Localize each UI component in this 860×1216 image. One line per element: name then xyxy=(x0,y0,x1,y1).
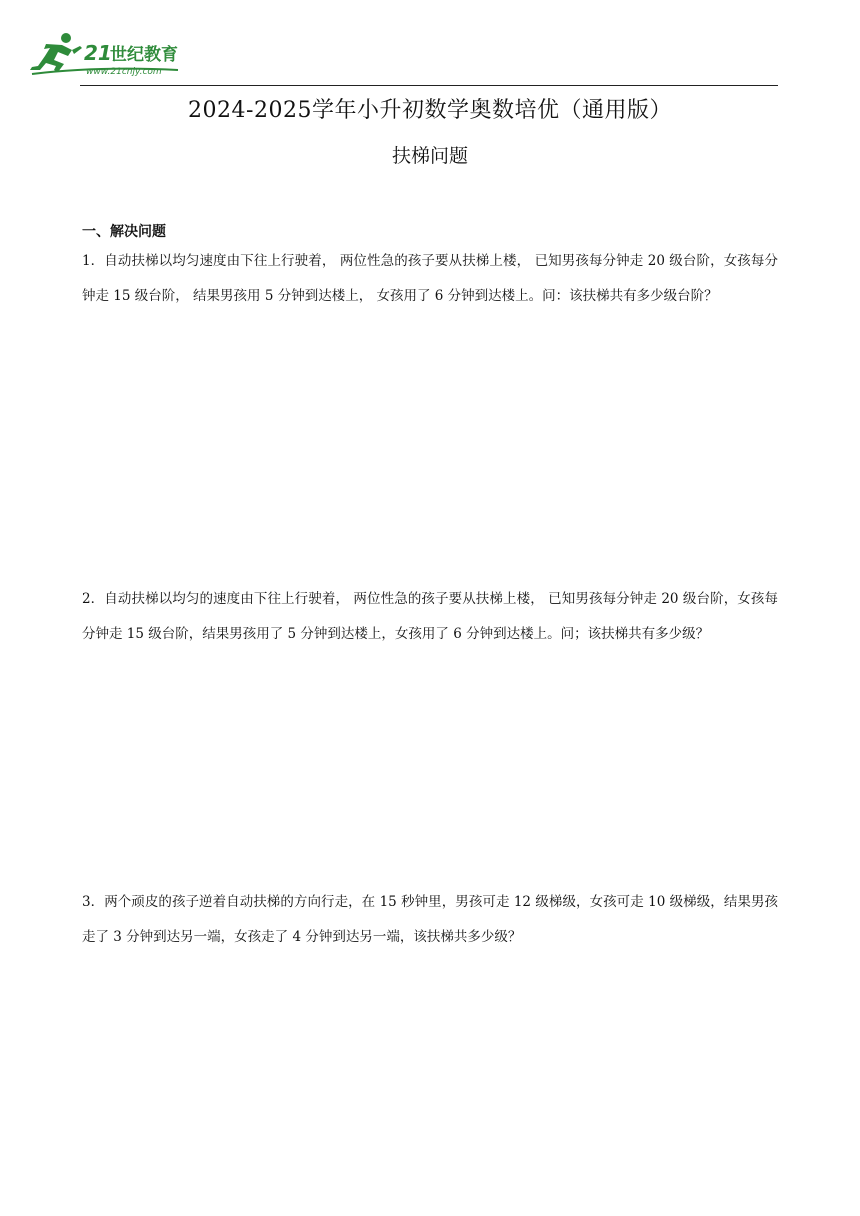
runner-logo-icon xyxy=(28,30,198,78)
document-title: 2024-2025学年小升初数学奥数培优（通用版） xyxy=(188,98,672,123)
question-1: 1．自动扶梯以均匀速度由下往上行驶着， 两位性急的孩子要从扶梯上楼， 已知男孩每分钟走 20 级台阶，女孩每分钟走 15 级台阶， 结果男孩用 5 分钟到达楼上， 女孩用了 6 分钟到达楼上。问：该扶梯共有多少级台阶？ xyxy=(82,253,778,304)
svg-text:www.21cnjy.com: www.21cnjy.com xyxy=(86,67,162,77)
question-3: 3．两个顽皮的孩子逆着自动扶梯的方向行走，在 15 秒钟里，男孩可走 12 级梯级，女孩可走 10 级梯级，结果男孩走了 3 分钟到达另一端，女孩走了 4 分钟到达另一端，该扶梯共多少级？ xyxy=(82,894,778,945)
section-heading: 一、解决问题 xyxy=(82,224,166,240)
brand-logo xyxy=(28,30,198,78)
svg-text:21: 21 xyxy=(84,41,112,65)
document-subtitle: 扶梯问题 xyxy=(391,145,468,167)
question-2: 2．自动扶梯以均匀的速度由下往上行驶着， 两位性急的孩子要从扶梯上楼， 已知男孩每分钟走 20 级台阶，女孩每分钟走 15 级台阶，结果男孩用了 5 分钟到达楼上，女孩用了 6 分钟到达楼上。问；该扶梯共有多少级？ xyxy=(82,591,778,642)
svg-text:世纪教育: 世纪教育 xyxy=(110,45,178,65)
header-divider xyxy=(80,85,778,86)
